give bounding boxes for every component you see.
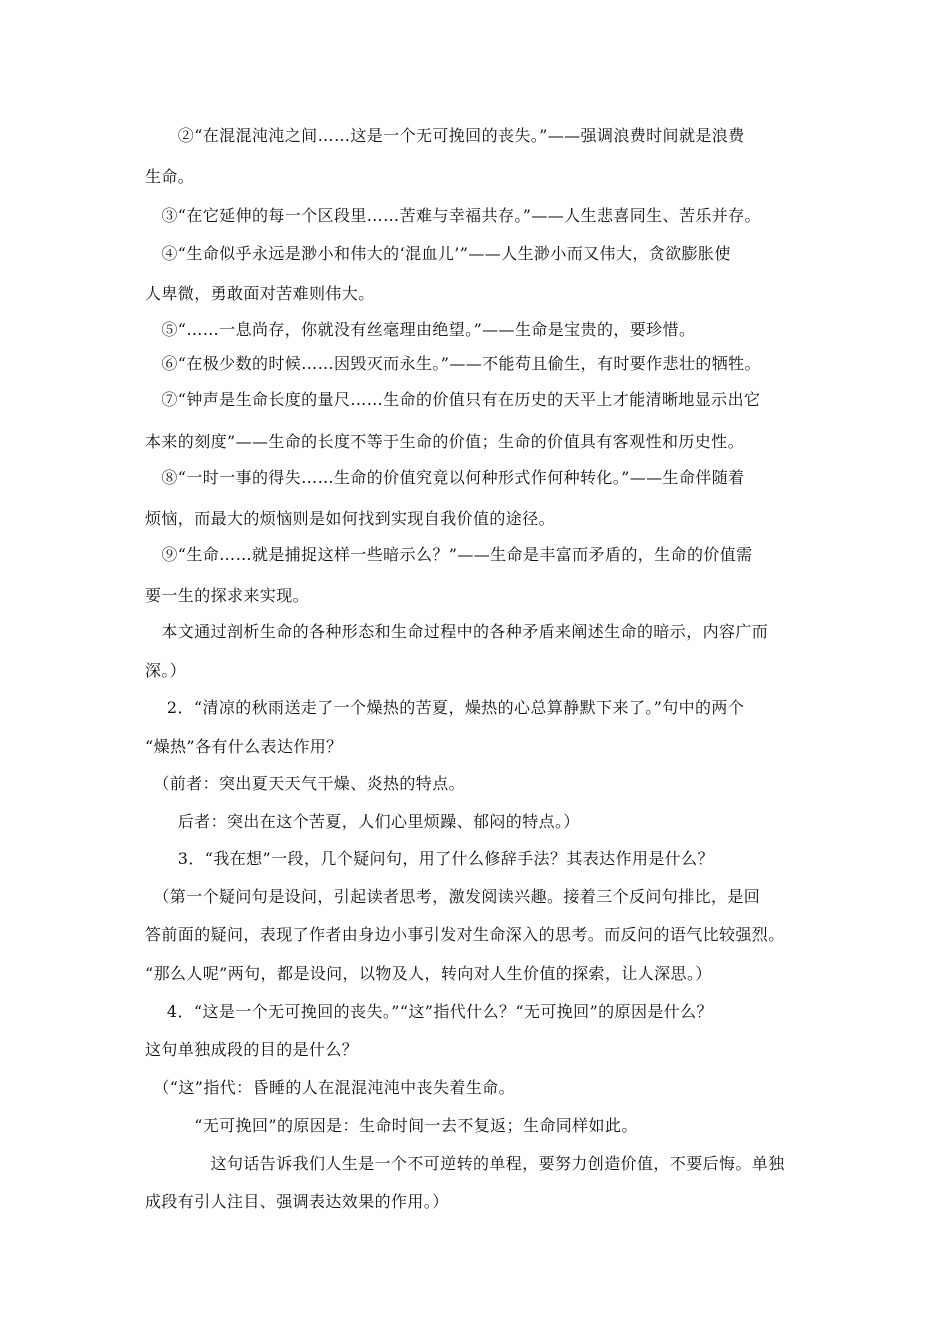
text-line: 后者：突出在这个苦夏，人们心里烦躁、郁闷的特点。）: [145, 812, 580, 831]
text-line: “那么人呢”两句，都是设问，以物及人，转向对人生价值的探索，让人深思。）: [145, 964, 712, 983]
text-line: 3．“我在想”一段，几个疑问句，用了什么修辞手法？其表达作用是什么？: [145, 849, 714, 868]
text-line: 这句话告诉我们人生是一个不可逆转的单程，要努力创造价值，不要后悔。单独: [145, 1154, 785, 1173]
text-line: 人卑微，勇敢面对苦难则伟大。: [145, 284, 375, 303]
text-line: ③“在它延伸的每一个区段里……苦难与幸福共存。”——人生悲喜同生、苦乐并存。: [145, 206, 761, 225]
text-line: ⑦“钟声是生命长度的量尺……生命的价值只有在历史的天平上才能清晰地显示出它: [145, 390, 761, 409]
text-line: 本文通过剖析生命的各种形态和生命过程中的各种矛盾来阐述生命的暗示，内容广而: [145, 622, 769, 641]
text-line: “燥热”各有什么表达作用？: [145, 737, 343, 756]
text-line: 2．“清凉的秋雨送走了一个燥热的苦夏，燥热的心总算静默下来了。”句中的两个: [145, 698, 745, 717]
text-line: 生命。: [145, 167, 195, 186]
text-line: ⑤“……一息尚存，你就没有丝毫理由绝望。”——生命是宝贵的，要珍惜。: [145, 320, 696, 339]
text-line: （第一个疑问句是设问，引起读者思考，激发阅读兴趣。接着三个反问句排比，是回: [145, 887, 761, 906]
text-line: 答前面的疑问，表现了作者由身边小事引发对生命深入的思考。而反问的语气比较强烈。: [145, 925, 785, 944]
text-line: （前者：突出夏天天气干燥、炎热的特点。: [145, 774, 466, 793]
text-line: （“这”指代：昏睡的人在混混沌沌中丧失着生命。: [145, 1078, 515, 1097]
text-line: ④“生命似乎永远是渺小和伟大的‘混血儿’”——人生渺小而又伟大，贪欲膨胀使: [145, 244, 731, 263]
text-line: 烦恼，而最大的烦恼则是如何找到实现自我价值的途径。: [145, 509, 556, 528]
text-line: ⑨“生命……就是捕捉这样一些暗示么？”——生命是丰富而矛盾的，生命的价值需: [145, 545, 753, 564]
text-line: 要一生的探求来实现。: [145, 586, 310, 605]
text-line: 这句单独成段的目的是什么？: [145, 1040, 359, 1059]
text-line: 4．“这是一个无可挽回的丧失。”“这”指代什么？“无可挽回”的原因是什么？: [145, 1002, 713, 1021]
text-line: 成段有引人注目、强调表达效果的作用。）: [145, 1192, 449, 1211]
text-line: ②“在混混沌沌之间……这是一个无可挽回的丧失。”——强调浪费时间就是浪费: [145, 126, 745, 145]
text-line: “无可挽回”的原因是：生命时间一去不复返；生命同样如此。: [145, 1116, 638, 1135]
text-line: ⑥“在极少数的时候……因毁灭而永生。”——不能苟且偷生，有时要作悲壮的牺牲。: [145, 354, 761, 373]
text-line: 本来的刻度”——生命的长度不等于生命的价值；生命的价值具有客观性和历史性。: [145, 432, 744, 451]
text-line: 深。）: [145, 661, 187, 680]
text-line: ⑧“一时一事的得失……生命的价值究竟以何种形式作何种转化。”——生命伴随着: [145, 468, 745, 487]
